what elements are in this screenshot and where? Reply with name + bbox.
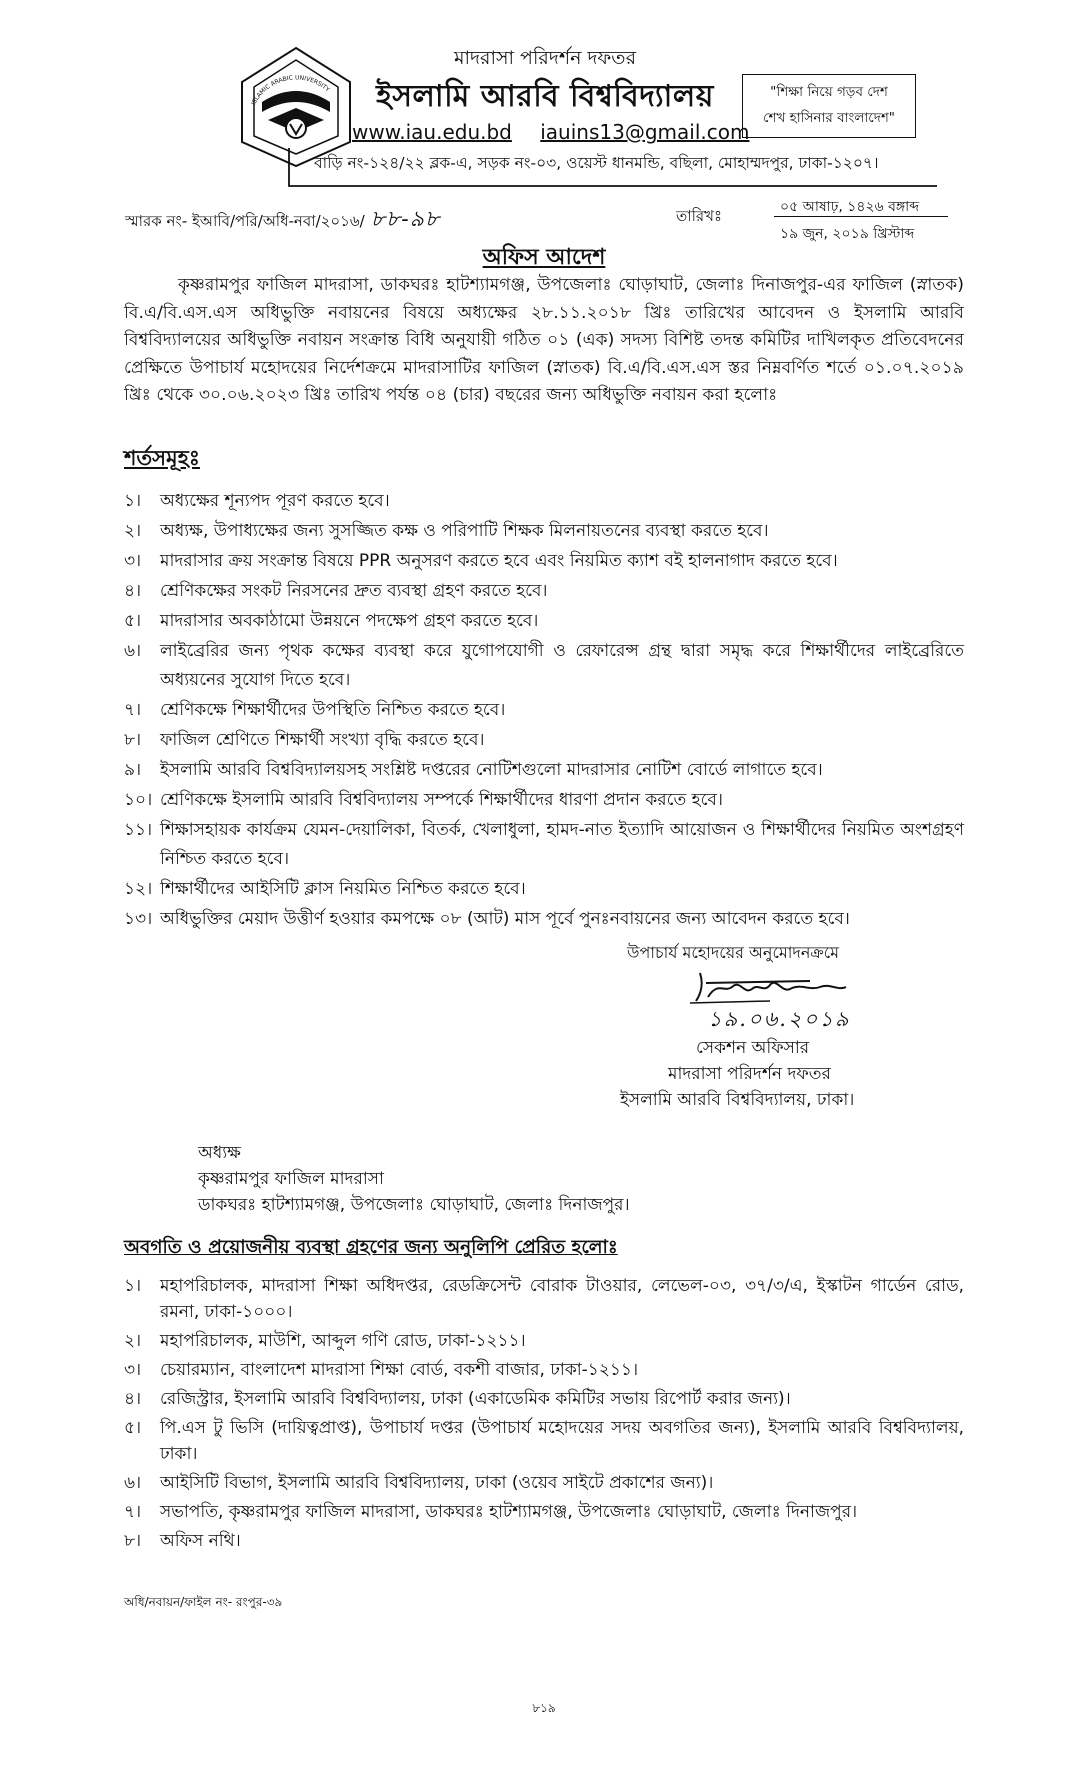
signatory-office: মাদরাসা পরিদর্শন দফতর: [668, 1064, 831, 1084]
condition-item-number: ২।: [124, 521, 142, 541]
condition-item-number: ১২।: [124, 879, 153, 899]
condition-item-number: ১০।: [124, 790, 153, 810]
copy-recipient-item-text: মহাপরিচালক, মাউশি, আব্দুল গণি রোড, ঢাকা-১২১১।: [160, 1331, 526, 1351]
signatory-title: সেকশন অফিসার: [696, 1038, 810, 1058]
contact-links: [352, 120, 750, 144]
copy-recipient-item-text: আইসিটি বিভাগ, ইসলামি আরবি বিশ্ববিদ্যালয়, ঢাকা (ওয়েব সাইটে প্রকাশের জন্য)।: [160, 1473, 714, 1493]
copy-recipient-item-text: রেজিস্ট্রার, ইসলামি আরবি বিশ্ববিদ্যালয়, ঢাকা (একাডেমিক কমিটির সভায় রিপোর্ট করার জন্য)।: [160, 1389, 791, 1409]
condition-item-number: ১১।: [124, 820, 153, 840]
signature-date: ১৯.০৬.২০১৯: [708, 1007, 851, 1031]
copy-recipient-item: [124, 1273, 964, 1325]
condition-item-number: ৪।: [124, 581, 142, 601]
condition-item-text: অধ্যক্ষ, উপাধ্যক্ষের জন্য সুসজ্জিত কক্ষ ও পরিপাটি শিক্ষক মিলনায়তনের ব্যবস্থা করতে হবে।: [160, 521, 769, 541]
copy-recipient-item-text: মহাপরিচালক, মাদরাসা শিক্ষা অধিদপ্তর, রেডক্রিসেন্ট বোরাক টাওয়ার, লেভেল-০৩, ৩৭/৩/এ, ইস্কাটন গার্ডেন রোড, রমনা, ঢাকা-১০০০।: [160, 1276, 964, 1322]
date-gregorian: ১৯ জুন, ২০১৯ খ্রিস্টাব্দ: [780, 226, 915, 242]
logo-text: ISLAMIC ARABIC UNIVERSITY: [250, 74, 331, 107]
copy-recipient-item-number: ৬।: [124, 1473, 142, 1493]
condition-item-number: ৬।: [124, 641, 142, 661]
condition-item-text: শ্রেণিকক্ষের সংকট নিরসনের দ্রুত ব্যবস্থা গ্রহণ করতে হবে।: [160, 581, 548, 601]
condition-item: [124, 905, 964, 934]
condition-item: [124, 607, 964, 636]
copy-recipient-item: [124, 1470, 964, 1496]
condition-item-text: মাদরাসার অবকাঠামো উন্নয়নে পদক্ষেপ গ্রহণ করতে হবে।: [160, 611, 539, 631]
date-bangla: ০৫ আষাঢ়, ১৪২৬ বঙ্গাব্দ: [780, 199, 920, 215]
condition-item-number: ১।: [124, 491, 142, 511]
condition-item-text: শিক্ষাসহায়ক কার্যক্রম যেমন-দেয়ালিকা, বিতর্ক, খেলাধুলা, হামদ-নাত ইত্যাদি আয়োজন ও শিক্ষার্থীদের নিয়মিত অংশগ্রহণ নিশ্চিত করতে হবে।: [160, 820, 964, 869]
condition-item: [124, 487, 964, 516]
memo-number: [125, 202, 440, 239]
conditions-heading: শর্তসমূহঃ: [124, 446, 200, 470]
condition-item-number: ১৩।: [124, 909, 153, 929]
copy-recipient-item-text: সভাপতি, কৃষ্ণরামপুর ফাজিল মাদরাসা, ডাকঘরঃ হাটশ্যামগঞ্জ, উপজেলাঃ ঘোড়াঘাট, জেলাঃ দিনাজপুর।: [160, 1502, 858, 1522]
conditions-list: [124, 487, 964, 935]
recipient-address: ডাকঘরঃ হাটশ্যামগঞ্জ, উপজেলাঃ ঘোড়াঘাট, জেলাঃ দিনাজপুর।: [198, 1195, 630, 1215]
condition-item-number: ৮।: [124, 730, 142, 750]
memo-label: স্মারক নং- ইআবি/পরি/অধি-নবা/২০১৬/: [125, 212, 365, 230]
email-link[interactable]: iauins13@gmail.com: [540, 120, 750, 144]
university-name: ইসলামি আরবি বিশ্ববিদ্যালয়: [376, 79, 714, 114]
condition-item: [124, 786, 964, 815]
copy-recipient-item: [124, 1357, 964, 1383]
copy-recipient-item-text: চেয়ারম্যান, বাংলাদেশ মাদরাসা শিক্ষা বোর্ড, বকশী বাজার, ঢাকা-১২১১।: [160, 1360, 639, 1380]
condition-item: [124, 816, 964, 874]
date-divider: [774, 216, 948, 217]
condition-item-text: শ্রেণিকক্ষে শিক্ষার্থীদের উপস্থিতি নিশ্চিত করতে হবে।: [160, 700, 506, 720]
condition-item-number: ৯।: [124, 760, 142, 780]
copy-recipient-item: [124, 1528, 964, 1554]
condition-item-text: শিক্ষার্থীদের আইসিটি ক্লাস নিয়মিত নিশ্চিত করতে হবে।: [160, 879, 526, 899]
condition-item: [124, 547, 964, 576]
page-title-text: অফিস আদেশ: [482, 245, 606, 270]
condition-item-number: ৫।: [124, 611, 142, 631]
copy-recipient-item-text: পি.এস টু ভিসি (দায়িত্বপ্রাপ্ত), উপাচার্য দপ্তর (উপাচার্য মহোদয়ের সদয় অবগতির জন্য), ইসলামি আরবি বিশ্ববিদ্যালয়, ঢাকা।: [160, 1418, 964, 1464]
website-link[interactable]: www.iau.edu.bd: [352, 120, 512, 144]
copy-recipient-item-number: ৪।: [124, 1389, 142, 1409]
condition-item-text: মাদরাসার ক্রয় সংক্রান্ত বিষয়ে PPR অনুসরণ করতে হবে এবং নিয়মিত ক্যাশ বই হালনাগাদ করতে হবে।: [160, 551, 838, 571]
condition-item-text: অধিভুক্তির মেয়াদ উত্তীর্ণ হওয়ার কমপক্ষে ০৮ (আট) মাস পূর্বে পুনঃনবায়নের জন্য আবেদন করতে হবে।: [160, 909, 850, 929]
copy-recipient-item-number: ৩।: [124, 1360, 142, 1380]
copy-recipient-item-number: ৭।: [124, 1502, 142, 1522]
recipient-name: কৃষ্ণরামপুর ফাজিল মাদরাসা: [198, 1169, 384, 1189]
office-name: মাদরাসা পরিদর্শন দফতর: [453, 47, 637, 69]
condition-item-text: ফাজিল শ্রেণিতে শিক্ষার্থী সংখ্যা বৃদ্ধি করতে হবে।: [160, 730, 485, 750]
condition-item: [124, 726, 964, 755]
file-reference: অধি/নবায়ন/ফাইল নং- রংপুর-৩৯: [124, 1595, 283, 1609]
motto-line-1: "শিক্ষা নিয়ে গড়ব দেশ: [770, 84, 888, 100]
copy-recipient-item: [124, 1415, 964, 1467]
copies-list: [124, 1273, 964, 1557]
copy-recipient-item-number: ২।: [124, 1331, 142, 1351]
motto-line-2: শেখ হাসিনার বাংলাদেশ": [762, 110, 896, 126]
address: বাড়ি নং-১২৪/২২ ব্লক-এ, সড়ক নং-০৩, ওয়েস্ট ধানমন্ডি, বছিলা, মোহাম্মদপুর, ঢাকা-১২০৭।: [314, 154, 879, 172]
condition-item-text: অধ্যক্ষের শূন্যপদ পূরণ করতে হবে।: [160, 491, 390, 511]
copy-recipient-item: [124, 1328, 964, 1354]
condition-item: [124, 696, 964, 725]
condition-item-text: লাইব্রেরির জন্য পৃথক কক্ষের ব্যবস্থা করে যুগোপযোগী ও রেফারেন্স গ্রন্থ দ্বারা সমৃদ্ধ করে শিক্ষার্থীদের লাইব্রেরিতে অধ্যয়নের সুযোগ দিতে হবে।: [160, 641, 964, 690]
condition-item-number: ৭।: [124, 700, 142, 720]
condition-item-text: ইসলামি আরবি বিশ্ববিদ্যালয়সহ সংশ্লিষ্ট দপ্তরের নোটিশগুলো মাদরাসার নোটিশ বোর্ডে লাগাতে হবে।: [160, 760, 823, 780]
date-label: তারিখঃ: [676, 207, 722, 225]
page-number: ৮১৯: [532, 1701, 556, 1715]
copy-recipient-item-number: ৮।: [124, 1531, 142, 1551]
condition-item: [124, 756, 964, 785]
condition-item-number: ৩।: [124, 551, 142, 571]
copies-heading: অবগতি ও প্রয়োজনীয় ব্যবস্থা গ্রহণের জন্য অনুলিপি প্রেরিত হলোঃ: [124, 1237, 618, 1258]
recipient-title: অধ্যক্ষ: [198, 1143, 241, 1163]
motto-box: [742, 74, 916, 138]
copy-recipient-item-text: অফিস নথি।: [160, 1531, 241, 1551]
condition-item: [124, 517, 964, 546]
signatory-university: ইসলামি আরবি বিশ্ববিদ্যালয়, ঢাকা।: [620, 1090, 855, 1110]
copy-recipient-item-number: ১।: [124, 1276, 142, 1296]
condition-item: [124, 875, 964, 904]
condition-item-text: শ্রেণিকক্ষে ইসলামি আরবি বিশ্ববিদ্যালয় সম্পর্কে শিক্ষার্থীদের ধারণা প্রদান করতে হবে।: [160, 790, 723, 810]
condition-item: [124, 637, 964, 695]
copy-recipient-item-number: ৫।: [124, 1418, 142, 1438]
condition-item: [124, 577, 964, 606]
memo-handwritten-number: ৮৮-৯৮: [370, 207, 441, 232]
order-body: কৃষ্ণরামপুর ফাজিল মাদরাসা, ডাকঘরঃ হাটশ্যামগঞ্জ, উপজেলাঃ ঘোড়াঘাট, জেলাঃ দিনাজপুর-এর ফাজিল (স্নাতক) বি.এ/বি.এস.এস অধিভুক্তি নবায়নের বিষয়ে অধ্যক্ষের ২৮.১১.২০১৮ খ্রিঃ তারিখের আবেদন ও ইসলামি আরবি বিশ্ববিদ্যালয়ের অধিভুক্তি নবায়ন সংক্রান্ত বিধি অনুযায়ী গঠিত ০১ (এক) সদস্য বিশিষ্ট তদন্ত কমিটির দাখিলকৃত প্রতিবেদনের প্রেক্ষিতে উপাচার্য মহোদয়ের নির্দেশক্রমে মাদরাসাটির ফাজিল (স্নাতক) বি.এ/বি.এস.এস স্তর নিম্নবর্ণিত শর্তে ০১.০৭.২০১৯ খ্রিঃ থেকে ৩০.০৬.২০২৩ খ্রিঃ তারিখ পর্যন্ত ০৪ (চার) বছরের জন্য অধিভুক্তি নবায়ন করা হলোঃ: [124, 275, 964, 405]
approval-note: উপাচার্য মহোদয়ের অনুমোদনক্রমে: [627, 943, 840, 962]
copy-recipient-item: [124, 1499, 964, 1525]
copy-recipient-item: [124, 1386, 964, 1412]
